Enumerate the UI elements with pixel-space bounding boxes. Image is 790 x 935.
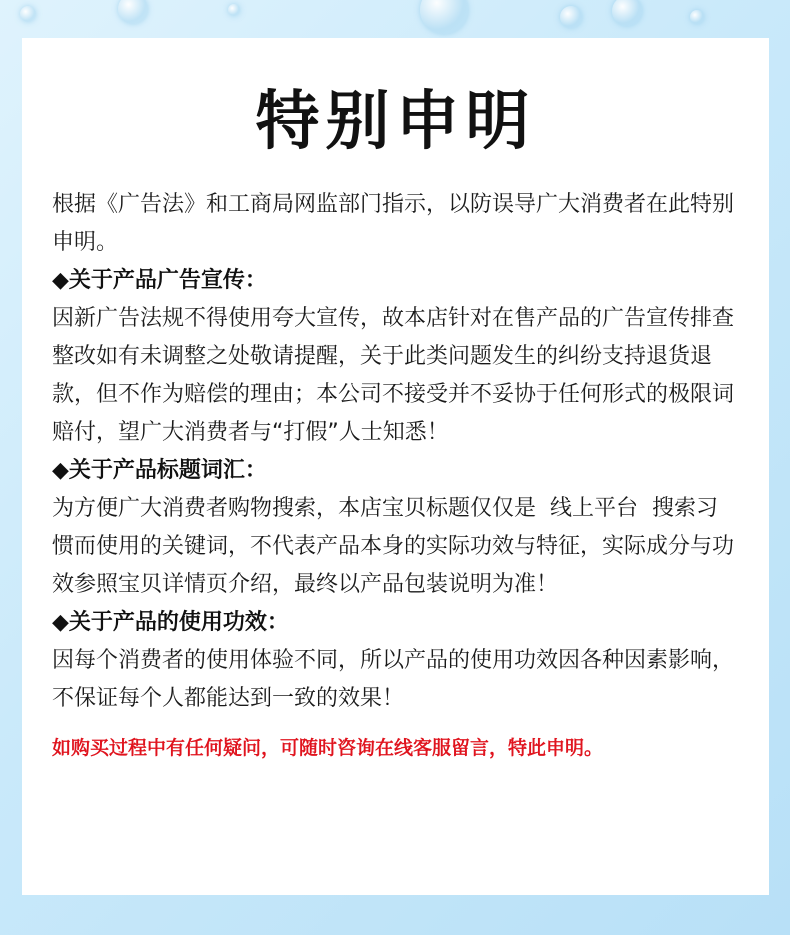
decorative-bubble (420, 0, 468, 34)
intro-paragraph: 根据《广告法》和工商局网监部门指示，以防误导广大消费者在此特别申明。 (52, 192, 735, 255)
section-body-title-words: 为方便广大消费者购物搜索，本店宝贝标题仅仅是 线上平台 搜索习惯而使用的关键词，不代表产品本身的实际功效与特征，实际成分与功效参照宝贝详情页介绍，最终以产品包装说明为准！ (52, 496, 735, 597)
decorative-bubble (118, 0, 148, 24)
section-body-efficacy: 因每个消费者的使用体验不同，所以产品的使用功效因各种因素影响，不保证每个人都能达到一致的效果！ (52, 648, 735, 711)
section-body-advertising: 因新广告法规不得使用夸大宣传，故本店针对在售产品的广告宣传排查整改如有未调整之处敬请提醒，关于此类问题发生的纠纷支持退货退款，但不作为赔偿的理由；本公司不接受并不妥协于任何形式的极限词赔付，望广大消费者与“打假”人士知悉！ (52, 306, 735, 445)
section-heading-efficacy: ◆关于产品的使用功效： (52, 610, 289, 635)
decorative-bubble (690, 10, 704, 24)
decorative-bubble (20, 6, 36, 22)
section-heading-advertising: ◆关于产品广告宣传： (52, 268, 267, 293)
statement-card (22, 38, 769, 895)
section-heading-title-words: ◆关于产品标题词汇： (52, 458, 267, 483)
contact-notice: 如购买过程中有任何疑问，可随时咨询在线客服留言，特此申明。 (52, 737, 604, 759)
decorative-bubble (560, 6, 582, 28)
decorative-bubble (228, 4, 240, 16)
decorative-bubble (612, 0, 642, 26)
page-title: 特别申明 (255, 85, 536, 159)
